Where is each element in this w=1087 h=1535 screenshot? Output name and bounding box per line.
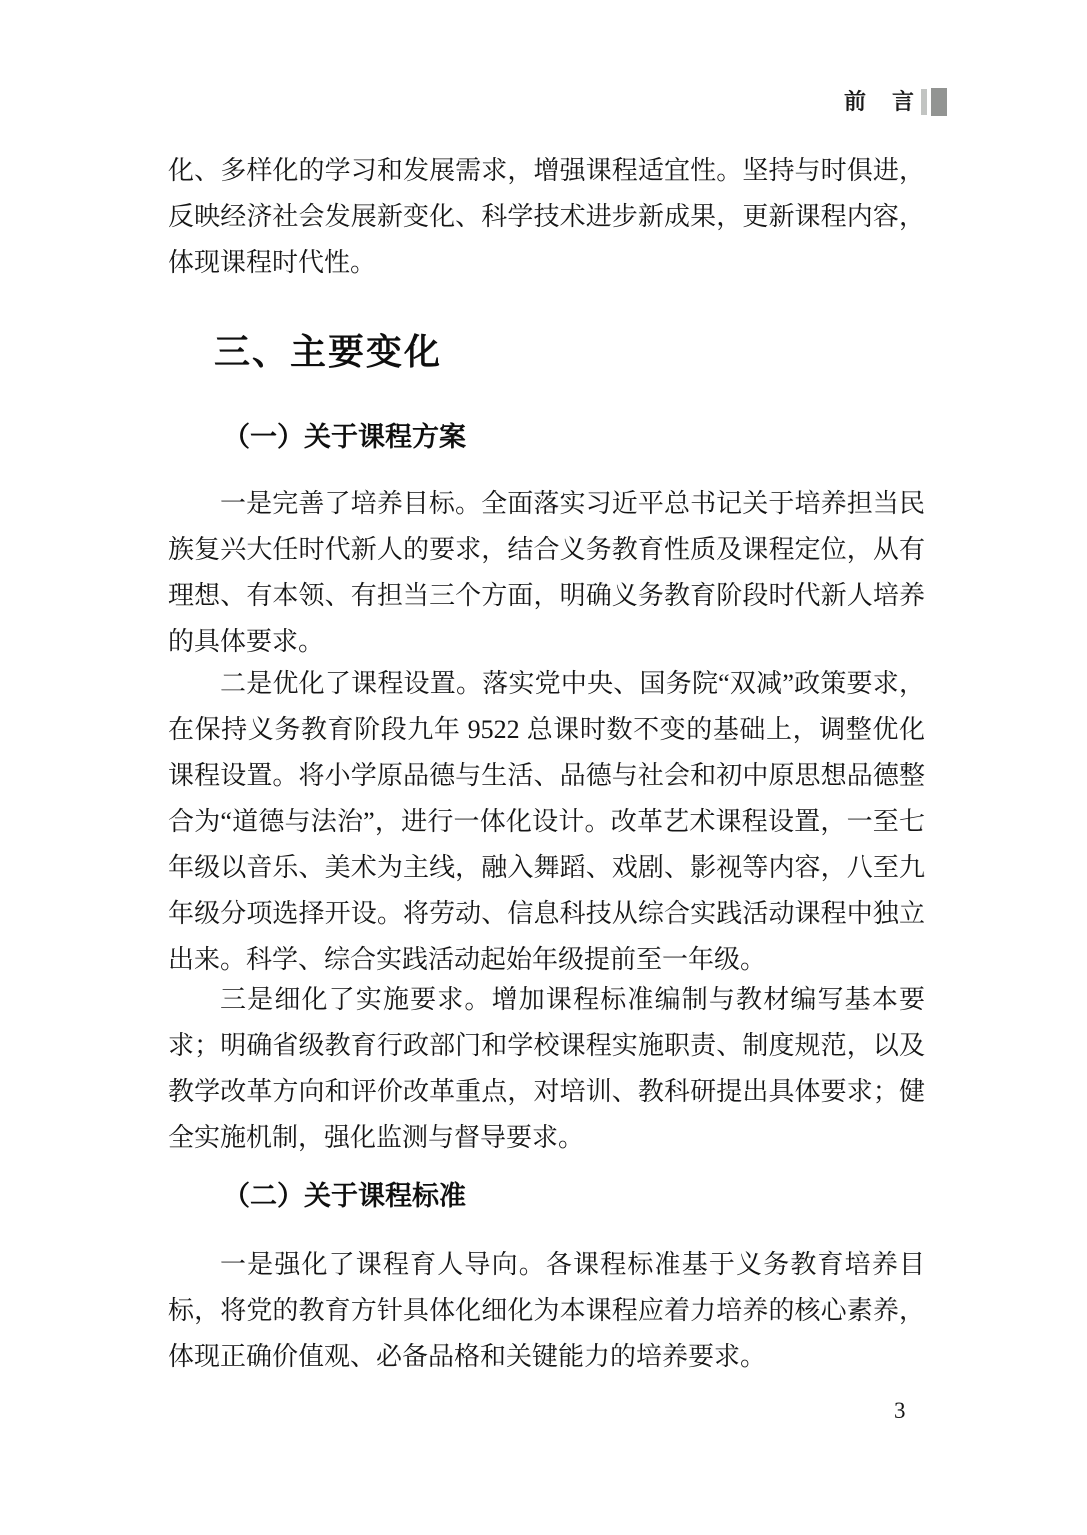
section-heading: 三、主要变化 — [214, 332, 443, 372]
subsection-heading-curriculum-plan: （一）关于课程方案 — [223, 422, 466, 452]
paragraph-intro-continuation: 化、多样化的学习和发展需求，增强课程适宜性。坚持与时俱进，反映经济社会发展新变化、科学技术进步新成果，更新课程内容，体现课程时代性。 — [168, 156, 925, 277]
paragraph-implementation-requirements: 三是细化了实施要求。增加课程标准编制与教材编写基本要求；明确省级教育行政部门和学校课程实施职责、制度规范，以及教学改革方向和评价改革重点，对培训、教科研提出具体要求；健全实施机制，强化监测与督导要求。 — [168, 985, 925, 1152]
paragraph-education-orientation: 一是强化了课程育人导向。各课程标准基于义务教育培养目标，将党的教育方针具体化细化为本课程应着力培养的核心素养，体现正确价值观、必备品格和关键能力的培养要求。 — [168, 1250, 925, 1371]
header-bar-light — [921, 89, 927, 115]
running-header-title: 前 言 — [843, 89, 916, 114]
subsection-heading-curriculum-standards: （二）关于课程标准 — [223, 1181, 466, 1211]
paragraph-training-goals: 一是完善了培养目标。全面落实习近平总书记关于培养担当民族复兴大任时代新人的要求，结合义务教育性质及课程定位，从有理想、有本领、有担当三个方面，明确义务教育阶段时代新人培养的具体要求。 — [168, 489, 925, 656]
header-bar-dark — [931, 88, 947, 116]
paragraph-curriculum-setup: 二是优化了课程设置。落实党中央、国务院“双减”政策要求，在保持义务教育阶段九年 9522 总课时数不变的基础上，调整优化课程设置。将小学原品德与生活、品德与社会和初中原思想品德整合为“道德与法治”，进行一体化设计。改革艺术课程设置，一至七年级以音乐、美术为主线，融入舞蹈、戏剧、影视等内容，八至九年级分项选择开设。将劳动、信息科技从综合实践活动课程中独立出来。科学、综合实践活动起始年级提前至一年级。 — [168, 669, 925, 974]
running-header — [0, 88, 947, 116]
page-number: 3 — [894, 1398, 906, 1423]
